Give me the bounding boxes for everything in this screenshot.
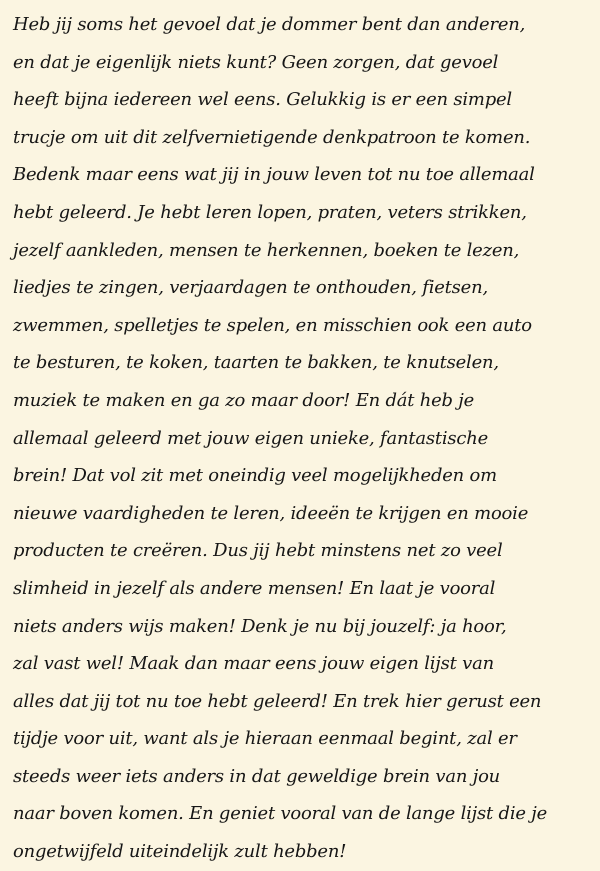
text-line: slimheid in jezelf als andere mensen! En laat je vooral xyxy=(13,577,496,599)
text-line: producten te creëren. Dus jij hebt minstens net zo veel xyxy=(13,540,503,562)
text-line: trucje om uit dit zelfvernietigende denkpatroon te komen. xyxy=(13,126,531,148)
text-line: niets anders wijs maken! Denk je nu bij jouzelf: ja hoor, xyxy=(13,615,507,637)
text-line: heeft bijna iedereen wel eens. Gelukkig is er een simpel xyxy=(13,89,512,111)
text-line: zwemmen, spelletjes te spelen, en misschien ook een auto xyxy=(13,314,532,336)
text-line: steeds weer iets anders in dat geweldige brein van jou xyxy=(13,765,501,787)
text-line: alles dat jij tot nu toe hebt geleerd! En trek hier gerust een xyxy=(13,690,542,712)
text-line: hebt geleerd. Je hebt leren lopen, praten, veters strikken, xyxy=(13,201,527,223)
text-line: naar boven komen. En geniet vooral van de lange lijst die je xyxy=(13,803,548,825)
text-line: te besturen, te koken, taarten te bakken, te knutselen, xyxy=(13,352,499,374)
text-line: brein! Dat vol zit met oneindig veel mogelijkheden om xyxy=(13,465,497,487)
body-text xyxy=(13,6,593,871)
text-line: en dat je eigenlijk niets kunt? Geen zorgen, dat gevoel xyxy=(13,51,499,73)
text-line: zal vast wel! Maak dan maar eens jouw eigen lijst van xyxy=(13,653,494,675)
text-line: nieuwe vaardigheden te leren, ideeën te krijgen en mooie xyxy=(13,502,529,524)
text-line: jezelf aankleden, mensen te herkennen, boeken te lezen, xyxy=(13,239,520,261)
text-line: allemaal geleerd met jouw eigen unieke, fantastische xyxy=(13,427,489,449)
text-line: ongetwijfeld uiteindelijk zult hebben! xyxy=(13,841,347,863)
text-line: muziek te maken en ga zo maar door! En dát heb je xyxy=(13,389,475,411)
text-line: tijdje voor uit, want als je hieraan eenmaal begint, zal er xyxy=(13,728,517,750)
text-line: liedjes te zingen, verjaardagen te onthouden, fietsen, xyxy=(13,277,488,299)
text-line: Heb jij soms het gevoel dat je dommer bent dan anderen, xyxy=(13,14,526,35)
text-line: Bedenk maar eens wat jij in jouw leven tot nu toe allemaal xyxy=(13,164,535,186)
